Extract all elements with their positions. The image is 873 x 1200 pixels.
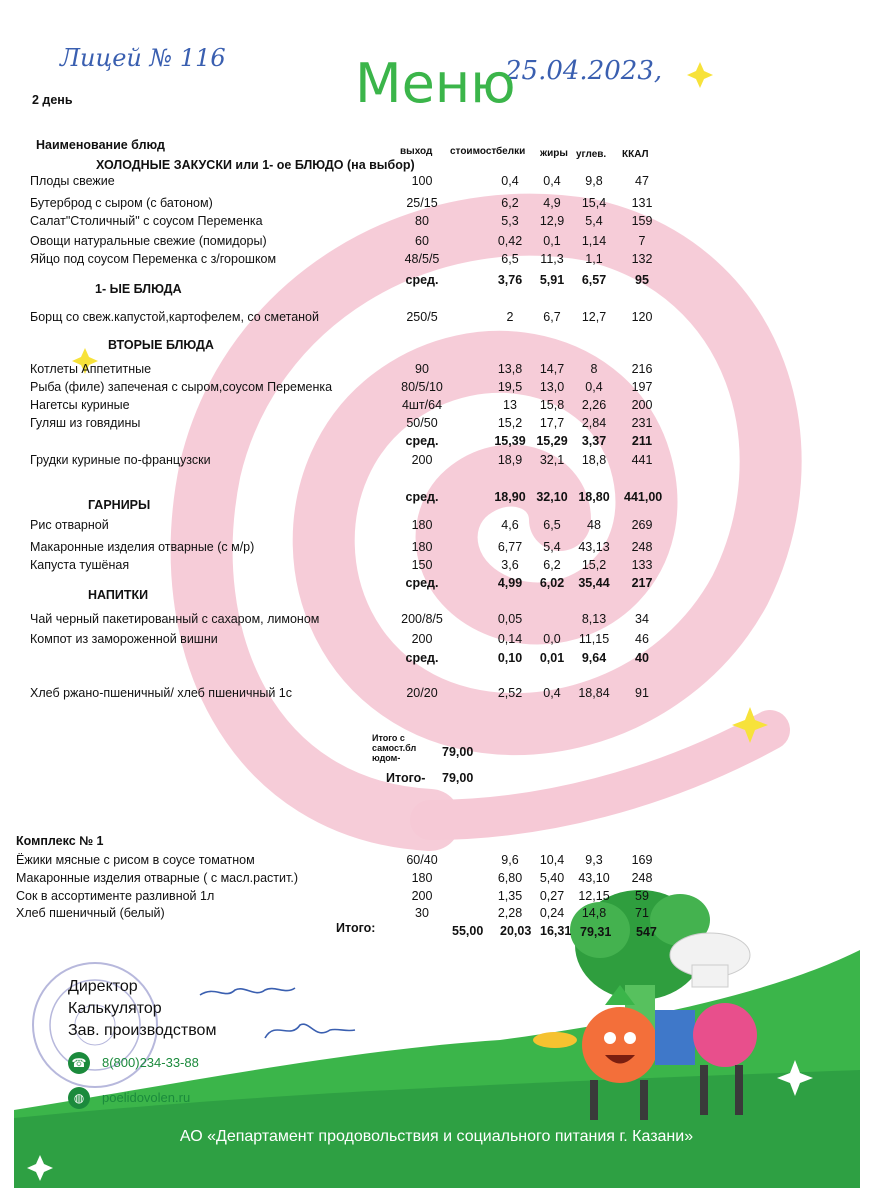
menu-row-fat: 4,9 [543,196,561,210]
complex-row-fat: 0,24 [539,906,565,920]
menu-row-fat: 32,10 [536,490,568,504]
menu-row-carb: 18,80 [578,490,610,504]
section-second: ВТОРЫЕ БЛЮДА [108,338,214,352]
menu-row-out: 100 [411,174,433,188]
menu-row-kcal: 231 [631,416,653,430]
menu-row-kcal: 216 [631,362,653,376]
menu-row-out: 48/5/5 [404,252,440,266]
complex-row-carb: 9,3 [585,853,603,867]
menu-row-name: Плоды свежие [30,174,115,188]
menu-row-prot: 15,2 [497,416,523,430]
menu-row-fat: 6,5 [543,518,561,532]
menu-row-carb: 2,84 [581,416,607,430]
sparkle-icon [732,707,768,743]
menu-row-name: Чай черный пакетированный с сахаром, лимоном [30,612,320,626]
menu-row-carb: 8,13 [581,612,607,626]
menu-row-kcal: 34 [635,612,649,626]
menu-row-carb: 15,2 [581,558,607,572]
menu-row-fat: 5,91 [539,273,565,287]
menu-row-fat: 6,7 [543,310,561,324]
complex-row-name: Ёжики мясные с рисом в соусе томатном [16,853,255,867]
menu-row-out: 200/8/5 [401,612,443,626]
website-link[interactable]: poelidovolen.ru [102,1090,191,1105]
complex-total-cost: 55,00 [452,924,484,938]
globe-icon: ◍ [68,1087,90,1109]
menu-row-carb: 9,8 [585,174,603,188]
menu-row-prot: 13,8 [497,362,523,376]
complex-total-prot: 20,03 [500,924,532,938]
complex-row-carb: 43,10 [578,871,610,885]
menu-row-out: сред. [405,434,439,448]
menu-row-kcal: 159 [631,214,653,228]
menu-row-out: 90 [415,362,429,376]
menu-row-name: Котлеты Аппетитные [30,362,152,376]
total-label: Итого- [386,771,426,785]
menu-row-fat: 6,2 [543,558,561,572]
complex-row-kcal: 248 [631,871,653,885]
complex-row-kcal: 169 [631,853,653,867]
complex-total-label: Итого: [336,921,376,935]
complex-row-out: 180 [411,871,433,885]
menu-row-kcal: 120 [631,310,653,324]
menu-row-fat: 15,8 [539,398,565,412]
menu-row-prot: 3,76 [497,273,523,287]
section-garnish: ГАРНИРЫ [88,498,151,512]
complex-row-prot: 6,80 [497,871,523,885]
menu-row-carb: 18,84 [578,686,610,700]
complex-total-carb: 79,31 [580,925,612,939]
menu-row-name: Капуста тушёная [30,558,130,572]
menu-row-kcal: 40 [635,651,649,665]
menu-row-kcal: 441 [631,453,653,467]
menu-row-prot: 2 [506,310,514,324]
phone-number[interactable]: 8(800)234-33-88 [102,1055,199,1070]
menu-row-carb: 43,13 [578,540,610,554]
menu-row-prot: 6,2 [501,196,519,210]
menu-row-carb: 12,7 [581,310,607,324]
menu-row-fat: 17,7 [539,416,565,430]
complex-title: Комплекс № 1 [16,834,104,848]
menu-row-prot: 4,99 [497,576,523,590]
menu-row-fat: 32,1 [539,453,565,467]
menu-row-name: Овощи натуральные свежие (помидоры) [30,234,267,248]
menu-row-out: 20/20 [406,686,438,700]
menu-row-carb: 1,14 [581,234,607,248]
menu-row-out: 50/50 [406,416,438,430]
menu-row-kcal: 248 [631,540,653,554]
menu-row-out: 150 [411,558,433,572]
complex-row-prot: 9,6 [501,853,519,867]
menu-row-kcal: 91 [635,686,649,700]
school-name: Лицей № 116 [60,44,226,72]
menu-row-kcal: 441,00 [624,490,663,504]
footer-organization: АО «Департамент продовольствия и социального питания г. Казани» [179,1128,694,1145]
col-fat: жиры [540,148,568,159]
calculator-label: Калькулятор [68,1000,162,1017]
menu-row-out: сред. [405,576,439,590]
total-value: 79,00 [442,771,474,785]
menu-row-prot: 0,42 [497,234,523,248]
menu-row-out: 250/5 [406,310,438,324]
menu-row-kcal: 217 [631,576,653,590]
menu-row-carb: 1,1 [585,252,603,266]
menu-row-fat: 0,01 [539,651,565,665]
menu-row-fat: 6,02 [539,576,565,590]
menu-row-prot: 19,5 [497,380,523,394]
menu-row-prot: 4,6 [501,518,519,532]
menu-row-kcal: 47 [635,174,649,188]
complex-row-out: 30 [415,906,429,920]
menu-row-fat: 0,4 [543,174,561,188]
production-signature [265,1024,355,1038]
complex-row-fat: 5,40 [539,871,565,885]
col-kcal: ККАЛ [622,149,649,160]
menu-row-fat: 14,7 [539,362,565,376]
menu-row-prot: 0,10 [497,651,523,665]
menu-row-name: Бутерброд с сыром (с батоном) [30,196,213,210]
menu-row-out: 4шт/64 [401,398,443,412]
complex-row-carb: 14,8 [581,906,607,920]
menu-row-name: Гуляш из говядины [30,416,141,430]
menu-row-out: 80/5/10 [401,380,443,394]
production-label: Зав. производством [68,1022,217,1039]
complex-total-fat: 16,31 [540,924,572,938]
complex-row-fat: 10,4 [539,853,565,867]
menu-row-name: Хлеб ржано-пшеничный/ хлеб пшеничный 1с [30,686,292,700]
menu-row-prot: 0,14 [497,632,523,646]
complex-row-kcal: 59 [635,889,649,903]
menu-row-carb: 15,4 [581,196,607,210]
complex-total-kcal: 547 [636,925,657,939]
complex-row-out: 200 [411,889,433,903]
col-prot: белки [496,146,526,157]
menu-row-fat: 12,9 [539,214,565,228]
menu-row-out: сред. [405,490,439,504]
menu-row-out: 200 [411,453,433,467]
total-self-label: Итого с самост.бл юдом- [372,733,417,763]
menu-row-fat: 0,1 [543,234,561,248]
menu-row-carb: 0,4 [585,380,603,394]
menu-row-out: 60 [415,234,429,248]
menu-row-out: 180 [411,518,433,532]
section-first: 1- ЫЕ БЛЮДА [95,282,182,296]
page-title: Меню [355,52,516,115]
menu-row-prot: 18,9 [497,453,523,467]
menu-row-prot: 5,3 [501,214,519,228]
menu-row-prot: 0,05 [497,612,523,626]
menu-row-prot: 13 [503,398,517,412]
menu-row-out: 25/15 [406,196,438,210]
menu-row-kcal: 269 [631,518,653,532]
col-out: выход [400,146,433,157]
phone-icon: ☎ [68,1052,90,1074]
menu-row-carb: 11,15 [578,632,610,646]
menu-row-kcal: 132 [631,252,653,266]
menu-row-name: Рис отварной [30,518,109,532]
menu-row-prot: 15,39 [494,434,526,448]
complex-row-prot: 2,28 [497,906,523,920]
menu-row-kcal: 197 [631,380,653,394]
menu-row-fat: 0,4 [543,686,561,700]
menu-row-kcal: 133 [631,558,653,572]
director-signature [200,988,295,995]
complex-row-out: 60/40 [406,853,438,867]
menu-row-carb: 5,4 [585,214,603,228]
menu-date: 25.04.2023, [505,56,663,86]
menu-row-out: сред. [405,273,439,287]
menu-row-kcal: 211 [631,434,653,448]
menu-row-prot: 6,77 [497,540,523,554]
menu-row-name: Салат"Столичный" с соусом Переменка [30,214,263,228]
menu-row-kcal: 200 [631,398,653,412]
menu-row-carb: 48 [587,518,601,532]
day-label: 2 день [32,93,73,107]
menu-row-carb: 2,26 [581,398,607,412]
menu-row-kcal: 7 [638,234,646,248]
col-carb: углев. [576,149,607,160]
menu-row-carb: 8 [590,362,598,376]
total-self-value: 79,00 [442,745,474,759]
menu-row-out: сред. [405,651,439,665]
menu-row-kcal: 46 [635,632,649,646]
complex-row-carb: 12,15 [578,889,610,903]
menu-row-prot: 0,4 [501,174,519,188]
director-label: Директор [68,978,138,995]
menu-row-carb: 3,37 [581,434,607,448]
menu-row-name: Макаронные изделия отварные (с м/р) [30,540,255,554]
complex-row-kcal: 71 [635,906,649,920]
section-drinks: НАПИТКИ [88,588,149,602]
complex-row-name: Хлеб пшеничный (белый) [16,906,165,920]
menu-row-name: Компот из замороженной вишни [30,632,218,646]
menu-row-out: 200 [411,632,433,646]
menu-row-out: 180 [411,540,433,554]
menu-row-fat: 13,0 [539,380,565,394]
menu-row-prot: 18,90 [494,490,526,504]
menu-row-name: Борщ со свеж.капустой,картофелем, со сметаной [30,310,319,324]
menu-row-prot: 2,52 [497,686,523,700]
menu-row-fat: 5,4 [543,540,561,554]
menu-row-out: 80 [415,214,429,228]
menu-row-name: Рыба (филе) запеченая с сыром,соусом Переменка [30,380,333,394]
menu-row-fat: 11,3 [540,252,564,266]
complex-row-name: Макаронные изделия отварные ( с масл.растит.) [16,871,298,885]
menu-row-kcal: 95 [635,273,649,287]
menu-row-name: Грудки куриные по-французски [30,453,211,467]
menu-row-prot: 3,6 [501,558,519,572]
complex-row-name: Сок в ассортименте разливной 1л [16,889,215,903]
menu-row-carb: 9,64 [581,651,607,665]
menu-row-carb: 18,8 [581,453,607,467]
col-name: Наименование блюд [36,138,165,152]
section-cold: ХОЛОДНЫЕ ЗАКУСКИ или 1- ое БЛЮДО (на выбор) [96,158,415,172]
menu-row-name: Нагетсы куриные [30,398,130,412]
col-cost: стоимост [450,146,497,157]
menu-row-fat: 0,0 [543,632,561,646]
menu-row-carb: 6,57 [581,273,607,287]
menu-row-name: Яйцо под соусом Переменка с з/горошком [30,252,277,266]
menu-row-carb: 35,44 [578,576,610,590]
complex-row-prot: 1,35 [497,889,523,903]
menu-row-kcal: 131 [631,196,653,210]
menu-row-prot: 6,5 [501,252,519,266]
menu-row-fat: 15,29 [536,434,568,448]
complex-row-fat: 0,27 [539,889,565,903]
